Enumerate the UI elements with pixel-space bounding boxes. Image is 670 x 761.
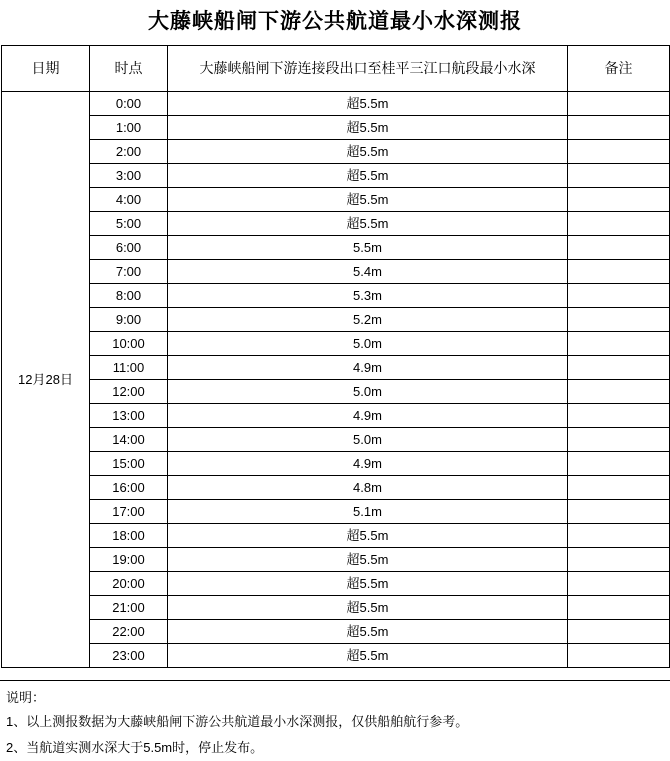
depth-cell: 超5.5m [168,140,568,164]
time-cell: 4:00 [90,188,168,212]
remark-cell [568,140,670,164]
remark-cell [568,500,670,524]
time-cell: 1:00 [90,116,168,140]
page-title: 大藤峡船闸下游公共航道最小水深测报 [148,10,522,33]
table-header-row [2,46,670,92]
remark-cell [568,620,670,644]
table-body [2,92,670,668]
depth-cell: 超5.5m [168,524,568,548]
table-row [2,356,670,380]
depth-cell: 5.0m [168,332,568,356]
depth-cell: 5.2m [168,308,568,332]
time-cell: 6:00 [90,236,168,260]
remark-cell [568,548,670,572]
time-cell: 14:00 [90,428,168,452]
depth-cell: 5.0m [168,428,568,452]
time-cell: 11:00 [90,356,168,380]
depth-cell: 超5.5m [168,212,568,236]
time-cell: 21:00 [90,596,168,620]
depth-cell: 5.1m [168,500,568,524]
depth-cell: 5.4m [168,260,568,284]
depth-cell: 超5.5m [168,188,568,212]
notes-section [0,680,670,761]
table-row [2,284,670,308]
remark-cell [568,164,670,188]
remark-cell [568,596,670,620]
column-header-remark: 备注 [568,46,670,92]
table-row [2,188,670,212]
remark-cell [568,356,670,380]
table-row [2,500,670,524]
table-row [2,380,670,404]
time-cell: 3:00 [90,164,168,188]
time-cell: 0:00 [90,92,168,116]
time-cell: 16:00 [90,476,168,500]
time-cell: 18:00 [90,524,168,548]
table-row [2,644,670,668]
table-row [2,260,670,284]
depth-cell: 超5.5m [168,92,568,116]
table-row [2,476,670,500]
depth-cell: 5.5m [168,236,568,260]
time-cell: 20:00 [90,572,168,596]
remark-cell [568,92,670,116]
depth-cell: 4.8m [168,476,568,500]
time-cell: 13:00 [90,404,168,428]
notes-heading: 说明： [6,690,46,706]
time-cell: 7:00 [90,260,168,284]
remark-cell [568,404,670,428]
water-depth-table [1,45,670,668]
depth-cell: 超5.5m [168,548,568,572]
remark-cell [568,452,670,476]
time-cell: 23:00 [90,644,168,668]
depth-cell: 超5.5m [168,644,568,668]
table-row [2,572,670,596]
depth-cell: 超5.5m [168,164,568,188]
time-cell: 19:00 [90,548,168,572]
table-row [2,404,670,428]
remark-cell [568,524,670,548]
date-cell: 12月28日 [2,92,90,668]
remark-cell [568,332,670,356]
time-cell: 9:00 [90,308,168,332]
depth-cell: 超5.5m [168,572,568,596]
table-row [2,596,670,620]
time-cell: 12:00 [90,380,168,404]
column-header-date: 日期 [2,46,90,92]
remark-cell [568,476,670,500]
table-row [2,428,670,452]
table-row [2,140,670,164]
table-row [2,212,670,236]
depth-cell: 4.9m [168,452,568,476]
column-header-depth: 大藤峡船闸下游连接段出口至桂平三江口航段最小水深 [168,46,568,92]
remark-cell [568,188,670,212]
depth-cell: 超5.5m [168,620,568,644]
remark-cell [568,284,670,308]
table-row [2,620,670,644]
time-cell: 8:00 [90,284,168,308]
table-row [2,332,670,356]
remark-cell [568,428,670,452]
remark-cell [568,380,670,404]
table-row [2,164,670,188]
note-line-2: 2、当航道实测水深大于5.5m时，停止发布。 [6,740,264,756]
time-cell: 2:00 [90,140,168,164]
depth-cell: 超5.5m [168,116,568,140]
depth-cell: 超5.5m [168,596,568,620]
depth-cell: 4.9m [168,404,568,428]
column-header-time: 时点 [90,46,168,92]
table-row [2,524,670,548]
table-row [2,548,670,572]
depth-cell: 4.9m [168,356,568,380]
table-row [2,236,670,260]
time-cell: 5:00 [90,212,168,236]
note-line-1: 1、以上测报数据为大藤峡船闸下游公共航道最小水深测报，仅供船舶航行参考。 [6,714,469,730]
time-cell: 10:00 [90,332,168,356]
time-cell: 17:00 [90,500,168,524]
remark-cell [568,236,670,260]
remark-cell [568,212,670,236]
depth-cell: 5.3m [168,284,568,308]
remark-cell [568,572,670,596]
remark-cell [568,260,670,284]
time-cell: 15:00 [90,452,168,476]
table-row [2,452,670,476]
depth-cell: 5.0m [168,380,568,404]
table-row [2,116,670,140]
remark-cell [568,308,670,332]
remark-cell [568,644,670,668]
table-row [2,92,670,116]
time-cell: 22:00 [90,620,168,644]
table-row [2,308,670,332]
remark-cell [568,116,670,140]
